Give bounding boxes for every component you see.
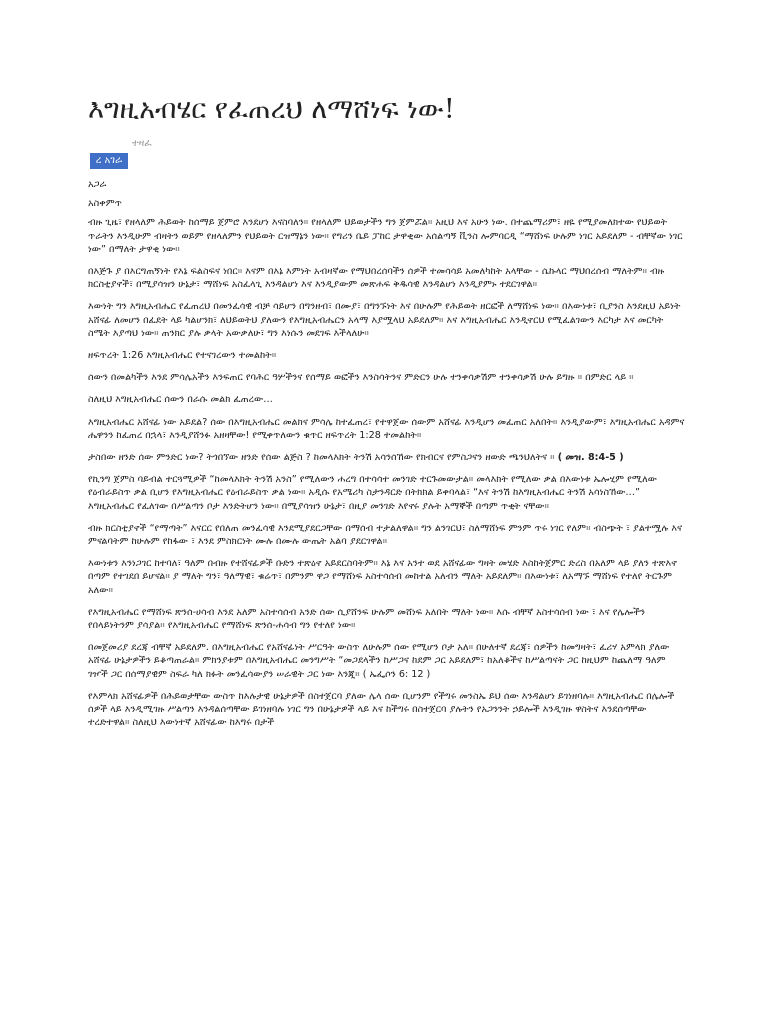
paragraph: የኪንግ ጀምስ ባይብል ተርጓሚዎች “ከመላእክት ትንሽ አንስ” የሚለውን ሐረግ በተሳሳተ መንገድ ተርጉመውታል። መላእክት የሚለው ቃል በእውነቱ ኤሎሂም የሚለው የዕብራይስጥ ቃል ቢሆን የእግዚአብሔር የዕብራይስጥ ቃል ነው። አዲሱ የአሜሪካ ስታንዳርድ በትክክል ይቀባላል፣ “እና ትንሽ ከእግዚአብሔር ትንሽ አሳነስኸው…” እግዚአብሔር የፈለገው በሥልጣን ቦታ እንድትሆን ነው። በሚያሳዝን ሁኔታ፣ በዚያ መንገድ እየኖሩ ያሉት አማኞች በጣም ጥቂት ናቸው። bbox=[88, 474, 657, 512]
paragraph: እግዚአብሔር አሸናፊ ነው አይደል? ሰው በእግዚአብሔር መልክና ምሳሌ ከተፈጠረ፣ የተዋጀው ሰውም አሸናፊ እንዲሆን መፈጠር አለበት። እንዲያውም፣ እግዚአብሔር አዳምና ሔዋንን ከፈጠረ በኋላ፣ እንዲያሸንፉ አዘዛቸው! የሚቀጥለውን ቁጥር ዘፍጥረት 1:28 ተመልከት። bbox=[88, 416, 685, 441]
paragraph: ብዙ ክርስቲያኖች “የማጣት” እናርር የበለጠ መንፈሳዊ እንደሚያደርጋቸው በማሰብ ተታልለዋል። ግን ልንገርህ፣ ስለማሸነፍ ምንም ጥሩ ነገር የለም። ብስጭት ፣ ያልተሟሉ እና ምናልባትም ከሁሉም የከፋው ፣ እንደ ምስክርነት ሙሉ በሙሉ ውጤት አልባ ያደርገዋል። bbox=[88, 522, 683, 548]
save-link[interactable]: አስቀምጥ bbox=[88, 198, 122, 210]
category-tag[interactable]: ተዛፈ bbox=[132, 138, 152, 149]
paragraph: እውነት ግን እግዚአብሔር የፈጠረህ በመንፈሳዊ ብቻ ሳይሆን በግንዘብ፣ በሙያ፣ በግንኙነት እና በሁሉም የሕይወት ዘርፎች ለማሸነፍ ነው። በእውነቱ፣ ቢያንስ እንደዚህ አይነት አሸናፊ ለመሆን በፈደት ላይ ካልሆንክ፣ ለህይወትህ ያለውን የእግዚአብሔርን አላማ እያሟላህ አይደለም። እና እግዚአብሔር እንዲኖርህ የሚፈልገውን እርካታ እና መርካት ስሜት እያጣህ ነው። ጠንክር ያሉ ቃላት አውቃለሁ፣ ግን እነሱን መደገፍ እችላለሁ። bbox=[88, 301, 681, 339]
category-badge[interactable]: ረ አገራ bbox=[90, 153, 128, 169]
paragraph: ዘፍጥረት 1:26 እግዚአብሔር የተናገረውን ተመልከት። bbox=[88, 350, 277, 362]
paragraph: እውነቱን እንነጋገር ከተባለ፣ ዓለም በብዙ የተሸናፊዎች ቡድን ተጽዕኖ አይደርስባትም። እኔ እና አንተ ወደ አሸናፊው ግዛት መሄድ እስከትጀምር ድረስ በአለም ላይ ያለን ተጽእኖ በጣም የተገደበ ይሆናል። ያ ማለት ግን፣ ዓለማዊ፣ ቁሬጥ፣ በምንም ዋጋ የማሸነፍ አስተሳሰብ መከተል አለብን ማለት አይደለም። በእውነቱ፣ ለአማኙ ማሸነፍ የተለየ ትርጉም አለው። bbox=[88, 558, 678, 596]
article-body bbox=[88, 178, 688, 739]
paragraph: ስለዚህ እግዚአብሔር ሰውን በራሱ መልክ ፈጠረው… bbox=[88, 394, 273, 406]
paragraph: በእጅጉ ያ በእርግጠኝነት የእኔ ፍልስፍና ነበር። እናም በእኔ እምነት አብዛኛው የማህበረሰባችን ሰዎች ተመሳሳይ አመለካከት አላቸው - ሴኩላር ማህበረሰብ ማለትም። ብዙ ክርስቲያኖች፣ በሚያሳዝን ሁኔታ፣ ማሸነፍ አስፈላጊ እንዳልሆነ እና እንዲያውም መጽሐፍ ቅዱሳዊ እንዳልሆነ እንዲያምኑ ተደርገዋል። bbox=[88, 266, 665, 291]
share-link[interactable]: አጋራ bbox=[88, 179, 107, 190]
paragraph bbox=[88, 641, 688, 681]
page-title: እግዚአብሄር የፈጠረህ ለማሸነፍ ነው! bbox=[88, 94, 455, 125]
scripture-quote bbox=[88, 451, 688, 464]
paragraph-text: በመጀመሪያ ደረጃ ብቸኛ አይደለም. በእግዚአብሔር የአሸናፊነት ሥርዓት ውስጥ ለሁሉም ሰው የሚሆን ቦታ አለ። በሁለተኛ ደረጃ፣ ሰዎችን ከመግዛት፣ ፈሪሃ አምላክ ያለው አሸናፊ ሁኔታዎችን ይቆጣጠራል። ምክንያቱም በእግዚአብሔር መንግሥት “መጋደላችን ከሥጋና ከደም ጋር አይደለም፣ ከአለቆችና ከሥልጣናት ጋር ከዚህም ከጨለማ ዓለም ገዦች ጋር በሰማያዊም ስፍራ ካለ ክፉት መንፈሳውያን ሠራዊት ጋር ነው እንጂ። bbox=[88, 642, 670, 680]
scripture-reference: ( መዝ. 8:4-5 ) bbox=[557, 452, 624, 464]
quote-text: ታስበው ዘንድ ሰው ምንድር ነው? ትጎበኘው ዘንድ የሰው ልጅስ ? ከመላእክት ትንሽ አሳንሰኸው የክብርና የምስጋናን ዘውድ ጫንህለትና ። bbox=[88, 452, 555, 464]
scripture-reference: ( ኤፌሶን 6: 12 ) bbox=[362, 668, 431, 680]
paragraph: የእግዚአብሔር የማሸነፍ ጽንሰ-ሀሳብ እንደ አለም አስተሳሰብ አንድ ሰው ሲያሸንፍ ሁሉም መሸነፍ አለበት ማለት ነው። እሱ ብቸኛ አስተሳሰብ ነው ፣ እና የሌሎችን የበላይነትንም ያሳያል። የእግዚአብሔር የማሸነፍ ጽንሰ-ሐሳብ ግን የተለየ ነው። bbox=[88, 606, 646, 632]
paragraph: ብዙ ጊዜ፣ የዘላለም ሕይወት ከሰማይ ጀምሮ እንደሆነ እናስባለን። የዘላለም ህይወታችን ግን ጀምሯል። አዚህ እና አሁን ነው. በተጨማሪም፣ ዘዬ የሚያመለክተው የህይወት ጥራትን እንዲሁም ብዛትን ወይም የዘላለምን የህይወት ርዝማኔን ነው። የግሪን ቤይ ፓከር ታዋቂው አሰልጣኝ ቪንስ ሎምባርዲ “ማሸነፍ ሁሉም ነገር አይደለም - ብቸኛው ነገር ነው” በማለት ታዋቂ ነው። bbox=[88, 217, 683, 255]
paragraph: የእምላክ አሸናፊዎች በሕይወታቸው ውስጥ ከእሉታዊ ሁኔታዎች በስተጀርባ ያለው ሌላ ሰው ቢሆንም የችግሩ መንስኤ ይህ ሰው እንዳልሆነ ይገነዘባሉ። እግዚአብሔር በሌሎች ሰዎች ላይ እንዲሚገዙ ሥልጣን እንዳልሰጣቸው ይገነዘባሉ ነገር ግን በሁኔታዎች ላይ እና ከችግሩ በስተጀርባ ያሉትን የአጋንንት ኃይሎች እንዲገዙ ዋስትና እንደሰጣቸው ተረድተዋል። ስለዚህ እውነተኛ አሸናፊው ከእግሩ በታች bbox=[88, 690, 675, 729]
scripture-quote: ሰውን በመልካችን እንደ ምሳሌአችን እንፍጠር የባሕር ዓሦችንና የሰማይ ወፎችን እንስሳትንና ምድርን ሁሉ ተንቀሳቃሽም ተንቀሳቃሽ ሁሉ ይግዙ ። በምድር ላይ ። bbox=[88, 372, 634, 384]
